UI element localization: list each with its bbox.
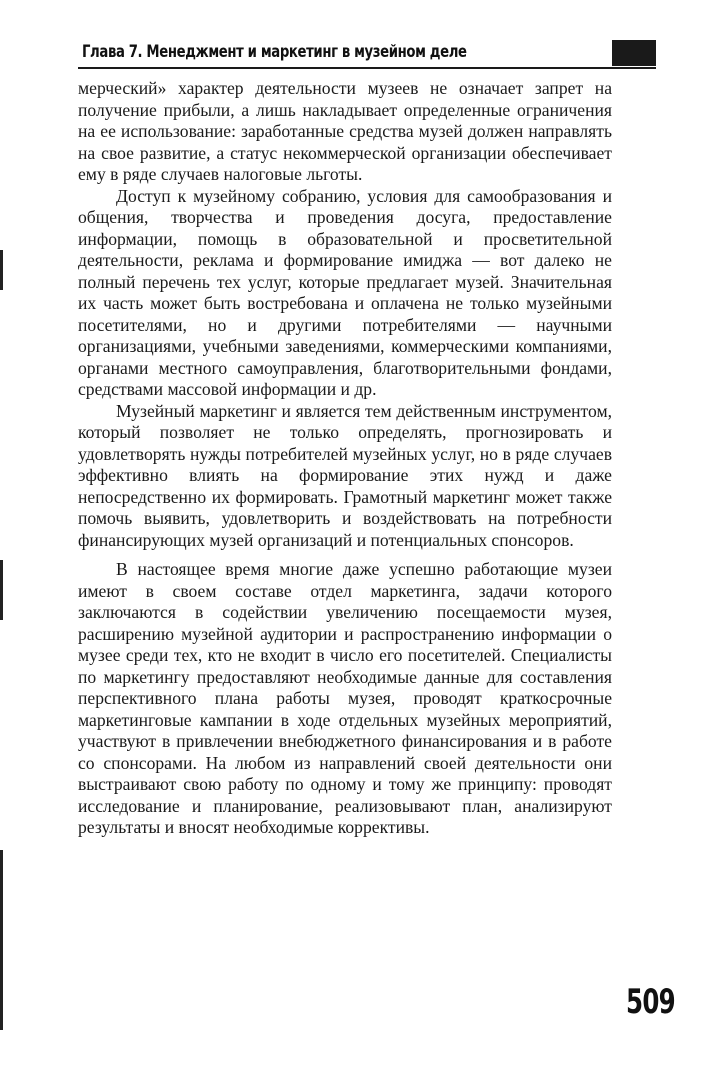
header-black-block: [612, 40, 656, 66]
running-header: [78, 40, 656, 68]
scan-edge-mark: [0, 560, 3, 620]
paragraph: мерческий» характер деятельности музеев не означает запрет на получение прибыли, а лишь накладывает определенные ограничения на ее использование: заработанные средства музей должен направлять на свое развитие, а статус некоммерческой организации обеспечивает ему в ряде случаев налоговые льготы.: [78, 78, 612, 184]
scan-edge-mark: [0, 250, 3, 290]
paragraph: Музейный маркетинг и является тем действенным инструментом, который позволяет не только определять, прогнозировать и удовлетворять нужды потребителей музейных услуг, но в ряде случаев эффективно влиять на формирование этих нужд и даже непосредственно их формировать. Грамотный маркетинг может также помочь выявить, удовлетворить и воздействовать на потребности финансирующих музей организаций и потенциальных спонсоров.: [78, 400, 612, 550]
header-rule: [78, 67, 656, 69]
page-number: 509: [626, 982, 675, 1022]
chapter-title: Глава 7. Менеджмент и маркетинг в музейном деле: [82, 42, 467, 62]
paragraph: В настоящее время многие даже успешно работающие музеи имеют в своем составе отдел маркетинга, задачи которого заключаются в содействии увеличению посещаемости музея, расширению музейной аудитории и распространению информации о музее среди тех, кто не входит в число его посетителей. Специалисты по маркетингу предоставляют необходимые данные для составления перспективного плана работы музея, проводят краткосрочные маркетинговые кампании в ходе отдельных музейных мероприятий, участвуют в привлечении внебюджетного финансирования и в работе со спонсорами. На любом из направлений своей деятельности они выстраивают свою работу по одному и тому же принципу: проводят исследование и планирование, реализовывают план, анализируют результаты и вносят необходимые коррективы.: [78, 559, 612, 837]
scan-edge-mark: [0, 850, 3, 1030]
paragraph: Доступ к музейному собранию, условия для самообразования и общения, творчества и проведения досуга, предоставление информации, помощь в образовательной и просветительной деятельности, реклама и формирование имиджа — вот далеко не полный перечень тех услуг, которые предлагает музей. Значительная их часть может быть востребована и оплачена не только музейными посетителями, но и другими потребителями — научными организациями, учебными заведениями, коммерческими компаниями, органами местного самоуправления, благотворительными фондами, средствами массовой информации и др.: [78, 185, 612, 399]
body-text: [78, 78, 612, 839]
